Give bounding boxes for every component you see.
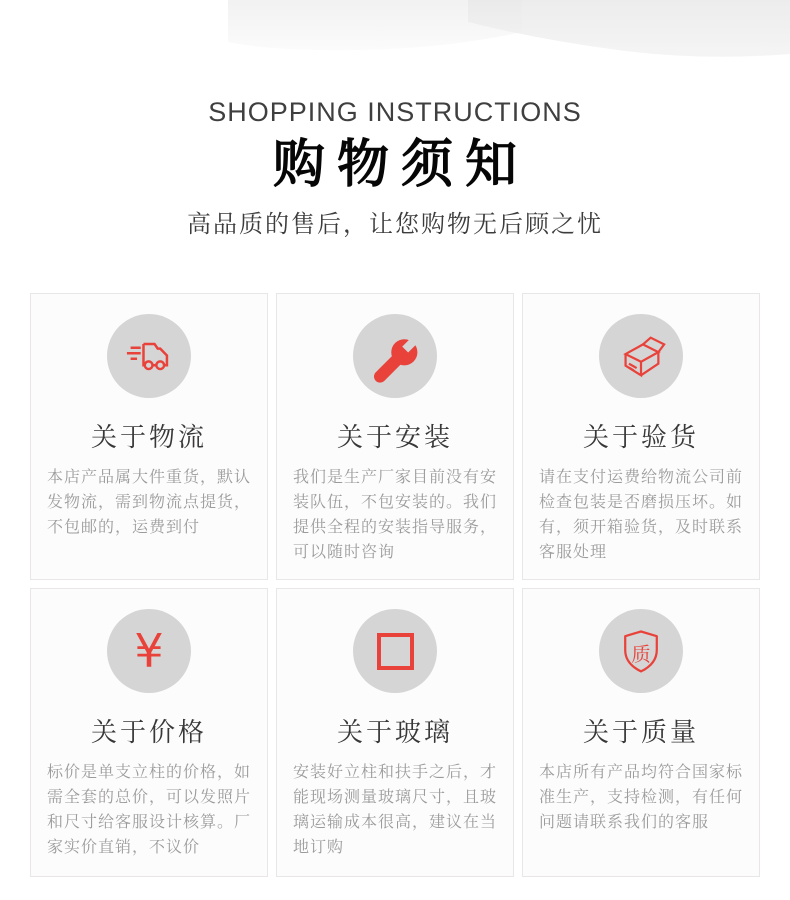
info-card-glass: [276, 588, 514, 877]
card-icon-circle: [353, 314, 437, 398]
shield-badge-char: 质: [631, 644, 651, 667]
page-header: [0, 0, 790, 242]
card-title: 关于价格: [90, 717, 207, 747]
section-tagline: 高品质的售后，让您购物无后顾之忧: [187, 211, 603, 238]
info-card-installation: [276, 293, 514, 580]
yuan-icon: ¥: [134, 624, 164, 678]
page-title: 购物须知: [272, 136, 529, 194]
card-description: 本店所有产品均符合国家标准生产，支持检测，有任何问题请联系我们的客服: [539, 764, 744, 831]
card-title: 关于验货: [582, 422, 699, 452]
info-card-quality: [522, 588, 760, 877]
card-icon-circle: [107, 314, 191, 398]
card-title: 关于玻璃: [336, 717, 453, 747]
card-description: 标价是单支立柱的价格，如需全套的总价，可以发照片和尺寸给客服设计核算。厂家实价直销，不议价: [47, 764, 252, 856]
info-card-grid: [30, 293, 760, 877]
info-card-price: [30, 588, 268, 877]
card-description: 本店产品属大件重货，默认发物流，需到物流点提货，不包邮的，运费到付: [47, 469, 252, 536]
card-icon-circle: [599, 609, 683, 693]
card-icon-circle: [599, 314, 683, 398]
card-title: 关于物流: [90, 422, 207, 452]
card-icon-circle: [353, 609, 437, 693]
package-icon: [614, 329, 668, 383]
truck-icon: [126, 339, 172, 373]
card-title: 关于质量: [582, 717, 699, 747]
quality-shield-icon: [615, 625, 667, 677]
info-card-inspection: [522, 293, 760, 580]
card-description: 请在支付运费给物流公司前检查包装是否磨损压坏。如有，须开箱验货，及时联系客服处理: [539, 469, 744, 561]
section-heading-en: SHOPPING INSTRUCTIONS: [208, 97, 582, 127]
info-card-logistics: [30, 293, 268, 580]
glass-pane-icon: [377, 633, 414, 670]
card-title: 关于安装: [336, 422, 453, 452]
wrench-icon: [367, 328, 423, 384]
card-icon-circle: [107, 609, 191, 693]
card-description: 安装好立柱和扶手之后，才能现场测量玻璃尺寸，且玻璃运输成本很高，建议在当地订购: [293, 764, 498, 856]
card-description: 我们是生产厂家目前没有安装队伍，不包安装的。我们提供全程的安装指导服务，可以随时咨询: [293, 469, 498, 561]
